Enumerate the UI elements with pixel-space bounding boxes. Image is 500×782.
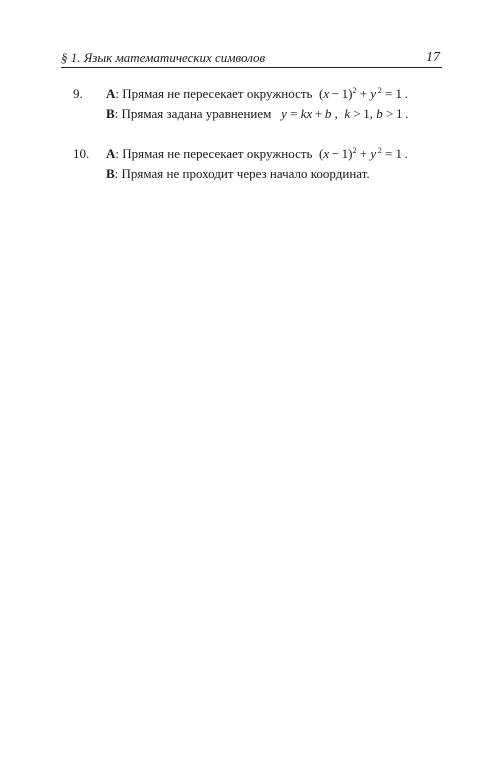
statement-b bbox=[106, 164, 370, 183]
statement-label: A bbox=[106, 86, 116, 101]
problem-9 bbox=[61, 84, 442, 124]
problem-10 bbox=[61, 144, 442, 184]
statement-text: : Прямая не пересекает окружность bbox=[115, 86, 313, 101]
problem-number: 9. bbox=[73, 86, 83, 101]
statement-label: B bbox=[106, 106, 115, 121]
circle-equation: $(x - 1)^2 + y$ $^2$ = 1 . bbox=[315, 86, 408, 101]
circle-equation: $(x - 1)^2 + y$ $^2$ = 1 . bbox=[315, 146, 408, 161]
statement-text: : Прямая не проходит через начало координат. bbox=[114, 166, 370, 181]
statement-text: : Прямая задана уравнением bbox=[114, 106, 272, 121]
statement-label: B bbox=[106, 166, 115, 181]
line-equation: y = kx + b , k > 1, b > 1 . bbox=[281, 106, 409, 121]
page-header bbox=[61, 49, 442, 68]
statement-label: A bbox=[106, 146, 116, 161]
statement-a bbox=[106, 84, 408, 103]
problem-number: 10. bbox=[73, 146, 90, 161]
section-title: § 1. Язык математических символов bbox=[61, 50, 266, 65]
page-number: 17 bbox=[426, 50, 440, 65]
statement-a bbox=[106, 144, 408, 163]
statement-b bbox=[106, 104, 408, 123]
statement-text: : Прямая не пересекает окружность bbox=[115, 146, 313, 161]
